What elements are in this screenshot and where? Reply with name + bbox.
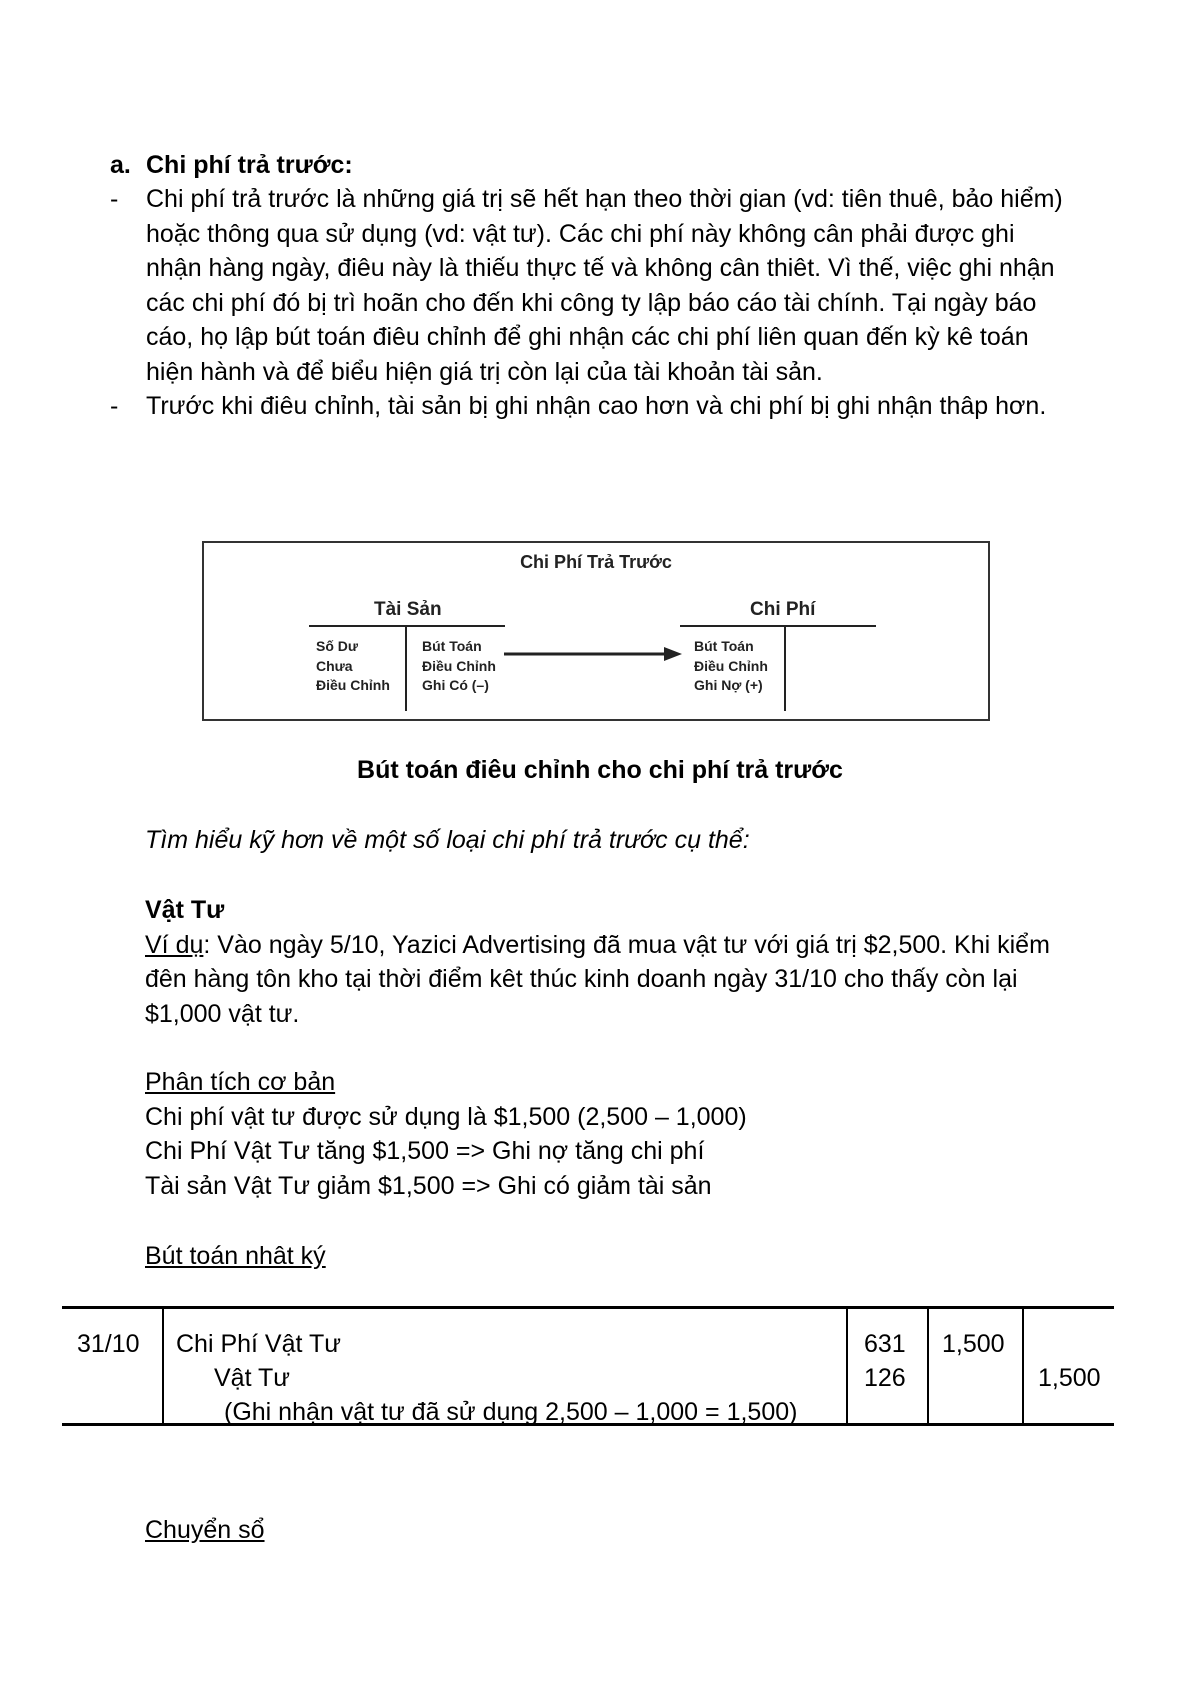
t-account-top-line — [309, 625, 505, 627]
posting-title: Chuyển sổ — [145, 1516, 265, 1544]
analysis-title: Phân tích cơ bản — [145, 1068, 336, 1096]
supplies-example — [145, 928, 1065, 1032]
journal-debit-amount: 1,500 — [942, 1330, 1005, 1358]
analysis-line: Chi phí vật tư được sử dụng là $1,500 (2,500 – 1,000) — [145, 1102, 747, 1131]
t-cell-line: Chưa — [316, 657, 353, 674]
journal-ref-debit: 631 — [864, 1330, 906, 1358]
supplies-title: Vật Tư — [145, 896, 225, 924]
figure-caption: Bút toán điêu chỉnh cho chi phí trả trước — [357, 756, 843, 784]
journal-date: 31/10 — [77, 1330, 140, 1358]
arrow-right-icon — [504, 647, 682, 661]
example-text: : Vào ngày 5/10, Yazici Advertising đã mua vật tư với giá trị $2,500. Khi kiểm đên hàng tôn kho tại thời điểm kêt thúc kinh doanh ngày 31/10 cho thấy còn lại $1,000 vật tư. — [145, 930, 1050, 1028]
analysis-line: Tài sản Vật Tư giảm $1,500 => Ghi có giảm tài sản — [145, 1171, 712, 1200]
t-cell-assets-credit — [422, 637, 496, 696]
t-account-name-assets: Tài Sản — [374, 599, 442, 620]
journal-ref-credit: 126 — [864, 1364, 906, 1392]
t-account-name-expense: Chi Phí — [750, 599, 816, 620]
t-account-top-line — [680, 625, 876, 627]
section-heading — [110, 148, 353, 183]
column-divider — [162, 1309, 164, 1423]
t-cell-line: Bút Toán — [694, 638, 754, 654]
analysis-section — [145, 1065, 1065, 1203]
bullet-text: Chi phí trả trước là những giá trị sẽ hết hạn theo thời gian (vd: tiên thuê, bảo hiểm) hoặc thông qua sử dụng (vd: vật tư). Các chi phí này không cân phải được ghi nhận hàng ngày, điêu này là thiếu thực tế và không cân thiêt. Vì thế, việc ghi nhận các chi phí đó bị trì hoãn cho đến khi công ty lập báo cáo tài chính. Tại ngày báo cáo, họ lập bút toán điêu chỉnh để ghi nhận các chi phí liên quan đến kỳ kê toán hiện hành và để biểu hiện giá trị còn lại của tài khoản tài sản. — [146, 185, 1063, 386]
example-label: Ví dụ — [145, 930, 204, 959]
diagram-title: Chi Phí Trả Trước — [520, 552, 672, 572]
bullet-dash: - — [110, 392, 119, 420]
bullet-list — [110, 182, 1070, 424]
analysis-line: Chi Phí Vật Tư tăng $1,500 => Ghi nợ tăng chi phí — [145, 1137, 705, 1165]
bullet-dash: - — [110, 185, 119, 213]
section-title: Chi phí trả trước: — [146, 151, 353, 179]
t-cell-line: Ghi Nợ (+) — [694, 677, 763, 693]
section-marker: a. — [110, 151, 131, 179]
column-divider — [846, 1309, 848, 1423]
bullet-text: Trước khi điêu chỉnh, tài sản bị ghi nhận cao hơn và chi phí bị ghi nhận thâp hơn. — [146, 392, 1047, 420]
supplies-section — [145, 893, 1065, 1031]
journal-table — [62, 1306, 1114, 1426]
t-cell-line: Điều Chỉnh — [422, 657, 496, 674]
journal-note: (Ghi nhận vật tư đã sử dụng 2,500 – 1,000 = 1,500) — [224, 1398, 798, 1426]
t-cell-line: Số Dư — [316, 638, 359, 654]
t-account-divider — [784, 625, 786, 711]
t-account-diagram — [202, 541, 990, 721]
list-item — [110, 389, 1070, 424]
journal-credit-amount: 1,500 — [1038, 1364, 1101, 1392]
journal-debit-account: Chi Phí Vật Tư — [176, 1330, 341, 1358]
journal-title: Bút toán nhât ký — [145, 1242, 326, 1270]
t-cell-line: Ghi Có (–) — [422, 677, 489, 693]
t-cell-assets-debit — [316, 637, 390, 696]
t-cell-line: Điều Chỉnh — [316, 677, 390, 693]
list-item — [110, 182, 1070, 389]
intro-text: Tìm hiểu kỹ hơn về một số loại chi phí trả trước cụ thể: — [145, 826, 750, 854]
journal-credit-account: Vật Tư — [214, 1364, 291, 1392]
t-cell-line: Bút Toán — [422, 638, 482, 654]
t-cell-line: Điều Chỉnh — [694, 657, 768, 674]
column-divider — [1022, 1309, 1024, 1423]
t-account-divider — [405, 625, 407, 711]
t-cell-expense-debit — [694, 637, 768, 696]
column-divider — [927, 1309, 929, 1423]
